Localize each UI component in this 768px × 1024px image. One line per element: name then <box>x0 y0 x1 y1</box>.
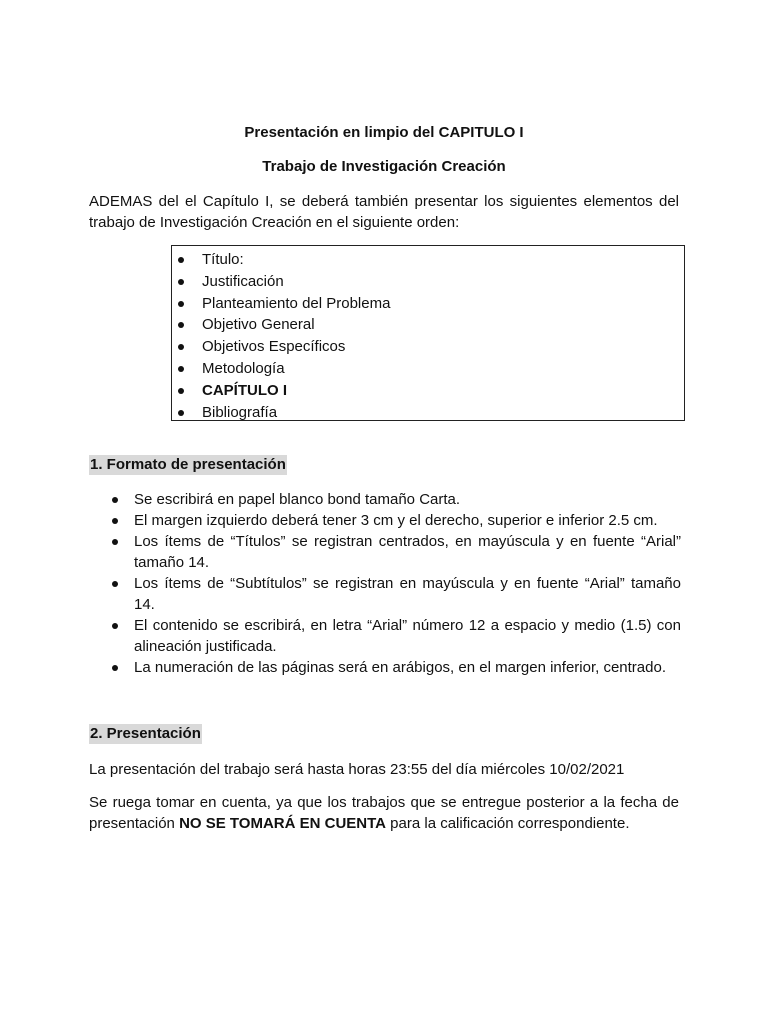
format-item-line: Los ítems de “Títulos” se registran centrados, en mayúscula y en fuente “Arial” <box>134 533 681 550</box>
format-item-line: 14. <box>134 596 155 613</box>
notice-line-2 <box>89 813 679 834</box>
list-item <box>89 531 681 573</box>
format-item-line: El contenido se escribirá, en letra “Arial” número 12 a espacio y medio (1.5) con <box>134 617 681 634</box>
list-item <box>172 314 390 336</box>
notice-emphasis: NO SE TOMARÁ EN CUENTA <box>179 815 387 832</box>
list-item-label: Justificación <box>202 272 284 290</box>
notice-text-pre: presentación <box>89 815 180 832</box>
list-item <box>89 489 681 510</box>
bullet-icon <box>112 518 118 524</box>
list-item-label: Metodología <box>202 359 285 377</box>
list-item <box>89 510 681 531</box>
elements-list <box>172 249 390 423</box>
deadline-text: La presentación del trabajo será hasta horas 23:55 del día miércoles 10/02/2021 <box>89 761 625 778</box>
bullet-icon <box>178 322 184 328</box>
format-item-line: Se escribirá en papel blanco bond tamaño Carta. <box>134 491 461 508</box>
list-item-label: Objetivo General <box>202 316 315 334</box>
section-2-heading: 2. Presentación <box>90 725 201 742</box>
list-item <box>89 573 681 615</box>
list-item <box>172 336 390 358</box>
list-item-label: Bibliografía <box>202 403 278 421</box>
document-title: Presentación en limpio del CAPITULO I <box>244 124 524 141</box>
bullet-icon <box>112 497 118 503</box>
intro-line-2: trabajo de Investigación Creación en el siguiente orden: <box>89 214 460 231</box>
notice-paragraph <box>89 792 679 834</box>
bullet-icon <box>178 344 184 350</box>
list-item-label: Planteamiento del Problema <box>202 294 391 312</box>
list-item <box>89 657 681 678</box>
intro-line-1: ADEMAS del el Capítulo I, se deberá también presentar los siguientes elementos del <box>89 193 679 210</box>
bullet-icon <box>178 410 184 416</box>
bullet-icon <box>112 665 118 671</box>
bullet-icon <box>178 257 184 263</box>
bullet-icon <box>112 539 118 545</box>
list-item <box>172 358 390 380</box>
format-item-line: alineación justificada. <box>134 638 277 655</box>
list-item <box>172 293 390 315</box>
document-subtitle: Trabajo de Investigación Creación <box>262 158 506 175</box>
bullet-icon <box>178 279 184 285</box>
format-item-line: Los ítems de “Subtítulos” se registran en mayúscula y en fuente “Arial” tamaño <box>134 575 681 592</box>
list-item <box>172 249 390 271</box>
bullet-icon <box>178 388 184 394</box>
list-item-label: Objetivos Específicos <box>202 338 346 356</box>
section-1-heading: 1. Formato de presentación <box>90 456 286 473</box>
notice-line-1: Se ruega tomar en cuenta, ya que los trabajos que se entregue posterior a la fecha de <box>89 794 679 811</box>
list-item <box>172 402 390 424</box>
bullet-icon <box>112 623 118 629</box>
list-item-label: CAPÍTULO I <box>202 381 287 399</box>
notice-text-post: para la calificación correspondiente. <box>386 815 630 832</box>
bullet-icon <box>178 366 184 372</box>
format-item-line: La numeración de las páginas será en arábigos, en el margen inferior, centrado. <box>134 659 666 676</box>
bullet-icon <box>112 581 118 587</box>
list-item <box>89 615 681 657</box>
intro-paragraph <box>89 191 679 233</box>
bullet-icon <box>178 301 184 307</box>
list-item <box>172 271 390 293</box>
format-list <box>89 489 681 678</box>
list-item <box>172 380 390 402</box>
format-item-line: tamaño 14. <box>134 554 210 571</box>
list-item-label: Título: <box>202 251 244 268</box>
deadline-paragraph <box>89 759 679 780</box>
elements-box <box>171 245 685 421</box>
format-item-line: El margen izquierdo deberá tener 3 cm y el derecho, superior e inferior 2.5 cm. <box>134 512 658 529</box>
